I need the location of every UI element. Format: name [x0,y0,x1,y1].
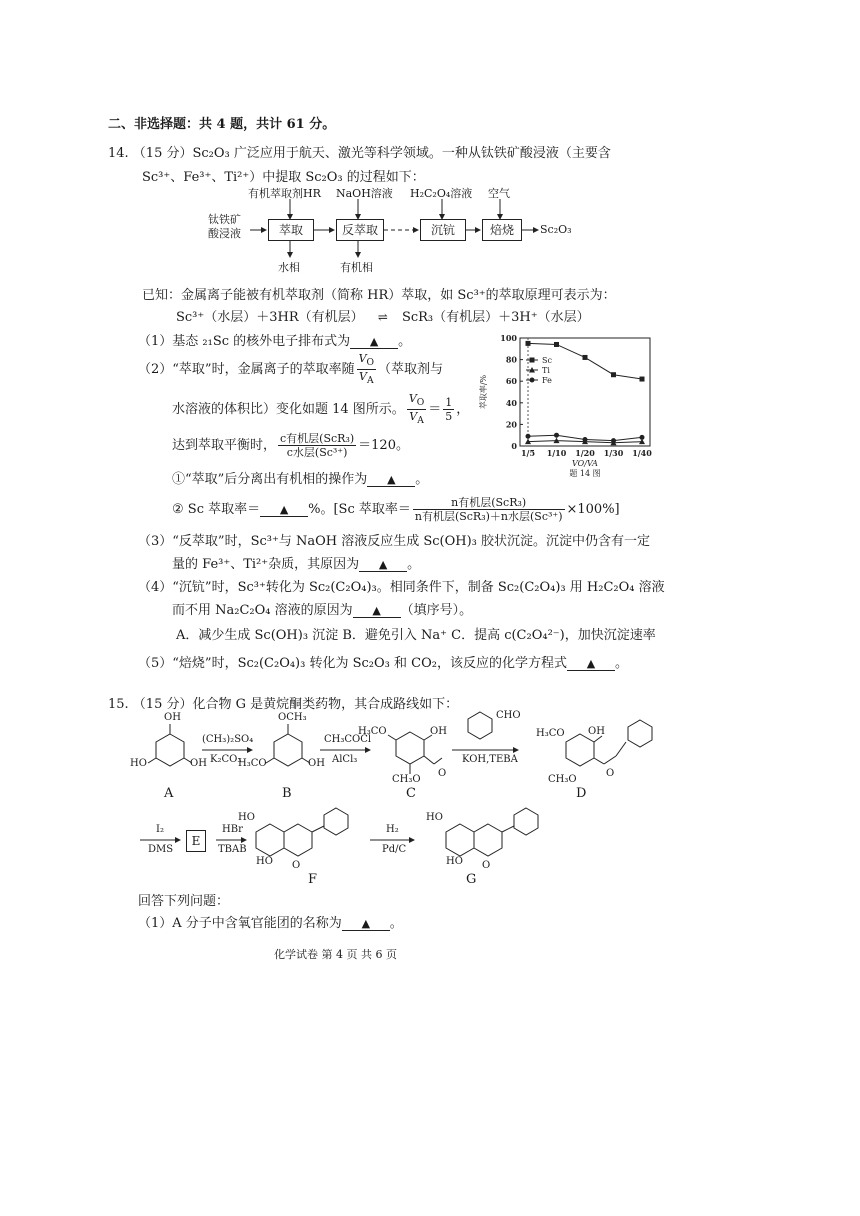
step-precipitate: 沉钪 [420,219,466,241]
data-point-sc [583,355,588,360]
answer-blank[interactable]: ▲ [350,335,398,349]
y-tick-label: 0 [511,441,517,451]
group-ho: HO [238,812,255,823]
reagent-label: AlCl₃ [332,754,358,765]
section-title: 二、非选择题：共 4 题，共计 61 分。 [108,117,336,132]
y-axis-label: 萃取率/% [479,374,488,410]
data-point-fe [554,433,559,438]
reagent-label: CH₃COCl [324,734,372,745]
x-tick-label: 1/20 [575,448,595,458]
data-point-sc [526,341,531,346]
reagent-label: TBAB [218,844,247,855]
y-tick-label: 40 [505,397,517,408]
extraction-chart [472,332,672,478]
page-footer: 化学试卷 第 4 页 共 6 页 [274,948,397,961]
reagent-label: Pd/C [382,844,407,855]
x-tick-label: 1/10 [546,448,567,458]
compound-label-a: A [164,786,174,801]
group-och3: OCH₃ [278,712,307,723]
reagent-air: 空气 [488,187,510,200]
data-point-fe [526,434,531,439]
process-flow-diagram [200,185,600,277]
reagent-label: CHO [496,710,521,721]
group-ch3o: CH₃O [548,774,577,785]
answer-blank[interactable]: ▲ [260,503,308,517]
flow-start: 钛铁矿 酸浸液 [208,213,241,240]
group-ho: HO [256,856,273,867]
step-back-extract: 反萃取 [336,219,384,241]
data-point-sc [554,342,559,347]
compound-label-d: D [576,786,587,801]
reagent-label: DMS [148,844,174,855]
data-point-sc [640,377,645,382]
q14-part4-options: A．减少生成 Sc(OH)₃ 沉淀 B．避免引入 Na⁺ C．提高 c(C₂O₄²⁻)，加快沉淀速率 [176,628,656,643]
reagent-hr: 有机萃取剂HR [248,187,321,200]
out-organic: 有机相 [340,261,373,274]
q15-part1: （1）A 分子中含氧官能团的名称为 ▲ 。 [138,916,403,931]
group-oh: OH [430,726,447,737]
q14-part3-line2: 量的 Fe³⁺、Ti²⁺杂质，其原因为 ▲ 。 [172,557,421,572]
answer-blank[interactable]: ▲ [359,558,407,572]
q14-known: 已知：金属离子能被有机萃取剂（简称 HR）萃取，如 Sc³⁺的萃取原理可表示为： [142,288,616,303]
reagent-label: KOH,TEBA [462,754,518,765]
data-point-sc [611,372,616,377]
x-tick-label: 1/30 [603,448,624,458]
chart-title: 题 14 图 [569,469,601,478]
group-o: O [606,768,615,779]
x-tick-label: 1/40 [632,448,652,458]
data-point-fe [611,438,616,443]
vo-va-fraction: $\frac{V_O}{V_A}$ [358,352,375,387]
q14-stem-line2: Sc³⁺、Fe³⁺、Ti²⁺）中提取 Sc₂O₃ 的过程如下： [142,170,425,185]
q14-part2-sub2: ② Sc 萃取率＝ ▲ %。[Sc 萃取率＝ $\frac{\text{n有机层(ScR₃)}}{\text{n有机层(ScR₃)＋n水层(Sc³⁺)}}$ ×100%] [172,496,620,523]
compound-label-g: G [466,872,477,887]
group-ho: HO [130,758,147,769]
plot-frame [520,338,650,446]
out-aqueous: 水相 [278,261,300,274]
group-oh: OH [190,758,207,769]
equilibrium-arrow: ⇌ [377,310,388,324]
synthesis-route [120,712,680,892]
step-roast: 焙烧 [482,219,522,241]
q14-stem-line1: 14. （15 分）Sc₂O₃ 广泛应用于航天、激光等科学领域。一种从钛铁矿酸浸液（主要含 [108,146,611,161]
q14-part3-line1: （3）“反萃取”时，Sc³⁺与 NaOH 溶液反应生成 Sc(OH)₃ 胶状沉淀。沉淀中仍含有一定 [138,534,651,549]
data-point-fe [583,437,588,442]
legend-marker [530,358,535,363]
answer-blank[interactable]: ▲ [342,917,390,931]
group-h3co: H₃CO [358,726,387,737]
compound-e-box: E [186,830,206,852]
group-ho: HO [446,856,463,867]
q14-part2-sub1: ①“萃取”后分离出有机相的操作为 ▲ 。 [172,472,429,487]
group-oh: OH [588,726,605,737]
group-h3co: H₃CO [238,758,267,769]
legend-label: Sc [542,356,552,365]
q14-part1: （1）基态 ₂₁Sc 的核外电子排布式为 ▲ 。 [138,334,412,349]
step-extract: 萃取 [268,219,314,241]
reagent-label: (CH₃)₂SO₄ [202,734,254,745]
legend-label: Ti [542,366,550,375]
legend-marker [530,378,535,383]
x-tick-label: 1/5 [520,448,536,458]
chart-svg [472,332,672,478]
answer-blank[interactable]: ▲ [367,473,415,487]
q14-part2-line2: 水溶液的体积比）变化如题 14 图所示。 $\frac{V_O}{V_A}$ ＝ $\frac{1}{5}$ ， [172,392,470,427]
group-o: O [292,860,301,871]
compound-label-f: F [308,872,318,887]
reagent-label: K₂CO₃ [210,754,242,765]
q14-part2-line1: （2）“萃取”时，金属离子的萃取率随 $\frac{V_O}{V_A}$ （萃取剂与 [138,352,444,387]
reagent-label: I₂ [156,824,164,835]
group-h3co: H₃CO [536,728,565,739]
legend-label: Fe [542,376,552,385]
answer-blank[interactable]: ▲ [353,604,401,618]
y-tick-label: 100 [500,333,517,343]
q14-part2-line3: 达到萃取平衡时， $\frac{\text{c有机层(ScR₃)}}{\text{c水层(Sc³⁺)}}$ ＝120。 [172,432,409,459]
q15-stem: 15. （15 分）化合物 G 是黄烷酮类药物，其合成路线如下： [108,697,459,712]
answer-blank[interactable]: ▲ [567,657,615,671]
reagent-label: H₂ [386,824,399,835]
group-ch3o: CH₃O [392,774,421,785]
q14-part5: （5）“焙烧”时，Sc₂(C₂O₄)₃ 转化为 Sc₂O₃ 和 CO₂，该反应的化学方程式 ▲ 。 [138,656,628,671]
group-o: O [438,768,447,779]
flow-product: Sc₂O₃ [540,223,572,236]
extraction-rate-fraction: $\frac{\text{n有机层(ScR₃)}}{\text{n有机层(ScR₃)＋n水层(Sc³⁺)}}$ [414,496,563,523]
group-oh: OH [164,712,181,723]
reagent-naoh: NaOH溶液 [336,187,393,200]
extraction-equation: Sc³⁺（水层）＋3HR（有机层） ⇌ ScR₃（有机层）＋3H⁺（水层） [176,310,590,325]
compound-label-c: C [406,786,416,801]
compound-label-b: B [282,786,292,801]
concentration-ratio: $\frac{\text{c有机层(ScR₃)}}{\text{c水层(Sc³⁺)}}$ [280,432,355,459]
y-tick-label: 20 [505,419,517,430]
group-o: O [482,860,491,871]
q14-part4-line1: （4）“沉钪”时，Sc³⁺转化为 Sc₂(C₂O₄)₃。相同条件下，制备 Sc₂(C₂O₄)₃ 用 H₂C₂O₄ 溶液 [138,580,665,595]
q14-part4-line2: 而不用 Na₂C₂O₄ 溶液的原因为 ▲ （填序号）。 [172,603,473,618]
x-axis-label: VO/VA [572,459,598,468]
group-ho: HO [426,812,443,823]
y-tick-label: 80 [505,354,517,365]
reagent-oxalic: H₂C₂O₄溶液 [410,187,473,200]
reagent-label: HBr [222,824,243,835]
group-oh: OH [308,758,325,769]
data-point-fe [640,435,645,440]
answer-prompt: 回答下列问题： [138,894,230,909]
y-tick-label: 60 [505,376,517,387]
